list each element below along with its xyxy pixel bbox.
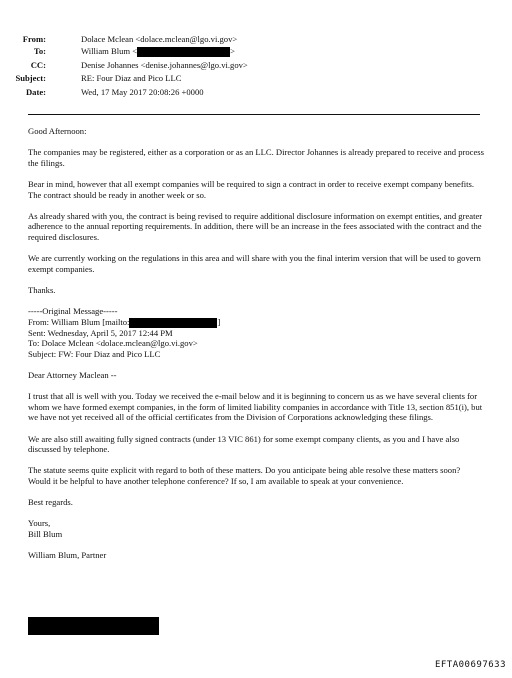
from-label: From: [22, 34, 46, 44]
email-body [28, 126, 484, 561]
to-value-prefix: William Blum < [81, 46, 138, 56]
original-paragraph-1: I trust that all is well with you. Today we received the e-mail below and it is beginning to concern us as we have several clients for whom we have formed exempt companies, in the form of limited liability companies in accordance with Title 13, section 851(i), but we have not yet received all of the official certificates from the Division of Corporations acknowledging these filings. [28, 391, 483, 423]
thanks: Thanks. [28, 284, 56, 295]
date-value: Wed, 17 May 2017 20:08:26 +0000 [81, 87, 204, 97]
original-salutation: Dear Attorney Maclean -- [28, 370, 117, 381]
redaction-block [137, 47, 230, 57]
from-value: Dolace Mclean <dolace.mclean@lgo.vi.gov> [81, 34, 238, 44]
original-marker: -----Original Message----- [28, 306, 118, 317]
cc-label: CC: [30, 60, 46, 70]
original-title: William Blum, Partner [28, 550, 107, 561]
original-from [28, 317, 484, 328]
to-label: To: [33, 46, 46, 56]
body-paragraph-3: As already shared with you, the contract is being revised to require additional disclosure information on exempt entities, and greater adherence to the annual reporting requirements. In addition, there will be an increase in the fees associated with the contract and the required disclosures. [28, 210, 483, 242]
original-message [28, 306, 484, 561]
date-label: Date: [25, 87, 46, 97]
original-from-prefix: From: William Blum [mailto: [28, 316, 130, 327]
original-sent: Sent: Wednesday, April 5, 2017 12:44 PM [28, 327, 173, 338]
signature-redaction-block [28, 617, 159, 635]
original-yours: Yours, [28, 518, 51, 529]
body-paragraph-4: We are currently working on the regulations in this area and will share with you the final interim version that will be used to govern exempt companies. [28, 253, 481, 274]
original-regards: Best regards. [28, 497, 73, 508]
to-value [81, 46, 235, 57]
header-divider [28, 114, 480, 115]
subject-label: Subject: [15, 73, 46, 83]
cc-value: Denise Johannes <denise.johannes@lgo.vi.gov> [81, 60, 248, 70]
original-name: Bill Blum [28, 529, 63, 539]
to-value-suffix: > [230, 46, 235, 56]
body-paragraph-1: The companies may be registered, either as a corporation or as an LLC. Director Johannes is already prepared to receive and process the filings. [28, 147, 484, 168]
bates-number: EFTA00697633 [434, 660, 506, 670]
original-paragraph-3: The statute seems quite explicit with regard to both of these matters. Do you anticipate being able resolve these matters soon? Would it be helpful to have another telephone conference? If so, I am available to speak at your convenience. [28, 465, 461, 487]
original-from-suffix: ] [217, 316, 221, 327]
redaction-block [129, 318, 217, 328]
body-paragraph-2: Bear in mind, however that all exempt companies will be required to sign a contract in order to receive exempt company benefits. The contract should be ready in another week or so. [28, 178, 475, 200]
original-to: To: Dolace Mclean <dolace.mclean@lgo.vi.gov> [28, 338, 198, 349]
greeting: Good Afternoon: [28, 126, 87, 136]
original-subject: Subject: FW: Four Diaz and Pico LLC [28, 348, 161, 359]
subject-value: RE: Four Diaz and Pico LLC [81, 73, 182, 83]
original-paragraph-2: We are also still awaiting fully signed contracts (under 13 VIC 861) for some exempt company clients, as you and I have also discussed by telephone. [28, 433, 460, 455]
